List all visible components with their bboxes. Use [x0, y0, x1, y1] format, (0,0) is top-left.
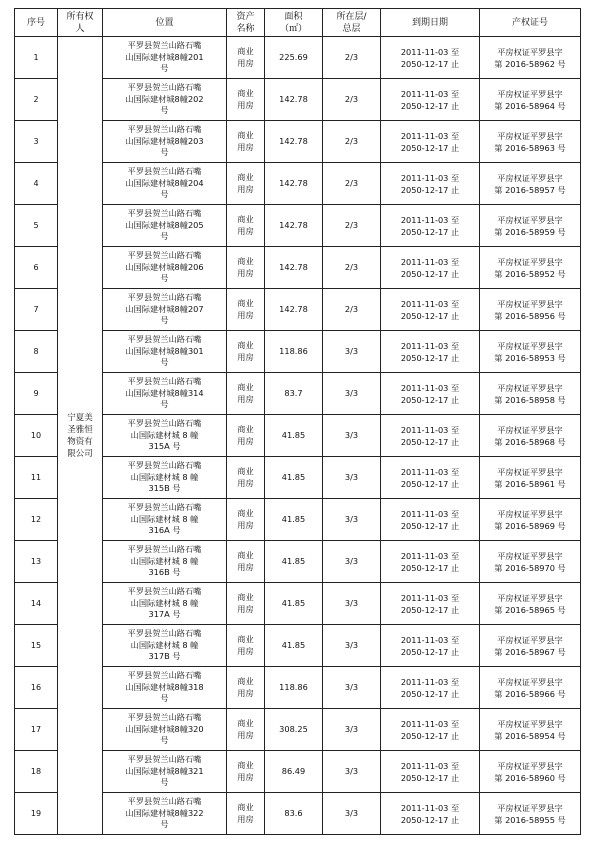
row-index: 11: [15, 457, 58, 499]
cert-number-cell: 平房权证平罗县字 第 2016-58952 号: [480, 247, 581, 289]
floor-cell: 3/3: [323, 541, 381, 583]
location-cell: 平罗县贺兰山路石嘴 山国际建材城8幢207 号: [103, 289, 227, 331]
header-index: 序号: [15, 9, 58, 37]
expiry-cell: 2011-11-03 至 2050-12-17 止: [381, 751, 480, 793]
floor-cell: 2/3: [323, 247, 381, 289]
location-cell: 平罗县贺兰山路石嘴 山国际建材城8幢205 号: [103, 205, 227, 247]
asset-type-cell: 商业 用房: [227, 583, 265, 625]
floor-cell: 3/3: [323, 667, 381, 709]
asset-type-cell: 商业 用房: [227, 289, 265, 331]
cert-number-cell: 平房权证平罗县字 第 2016-58955 号: [480, 793, 581, 835]
location-cell: 平罗县贺兰山路石嘴 山国际建材城 8 幢 316B 号: [103, 541, 227, 583]
cert-number-cell: 平房权证平罗县字 第 2016-58960 号: [480, 751, 581, 793]
asset-type-cell: 商业 用房: [227, 667, 265, 709]
cert-number-cell: 平房权证平罗县字 第 2016-58956 号: [480, 289, 581, 331]
asset-type-cell: 商业 用房: [227, 415, 265, 457]
floor-cell: 3/3: [323, 373, 381, 415]
expiry-cell: 2011-11-03 至 2050-12-17 止: [381, 499, 480, 541]
location-cell: 平罗县贺兰山路石嘴 山国际建材城 8 幢 317B 号: [103, 625, 227, 667]
cert-number-cell: 平房权证平罗县字 第 2016-58959 号: [480, 205, 581, 247]
row-index: 5: [15, 205, 58, 247]
cert-number-cell: 平房权证平罗县字 第 2016-58965 号: [480, 583, 581, 625]
asset-type-cell: 商业 用房: [227, 247, 265, 289]
asset-type-cell: 商业 用房: [227, 457, 265, 499]
asset-type-cell: 商业 用房: [227, 331, 265, 373]
location-cell: 平罗县贺兰山路石嘴 山国际建材城8幢321 号: [103, 751, 227, 793]
location-cell: 平罗县贺兰山路石嘴 山国际建材城8幢204 号: [103, 163, 227, 205]
location-cell: 平罗县贺兰山路石嘴 山国际建材城 8 幢 317A 号: [103, 583, 227, 625]
area-cell: 142.78: [265, 289, 323, 331]
asset-type-cell: 商业 用房: [227, 79, 265, 121]
asset-type-cell: 商业 用房: [227, 37, 265, 79]
floor-cell: 3/3: [323, 709, 381, 751]
area-cell: 142.78: [265, 247, 323, 289]
cert-number-cell: 平房权证平罗县字 第 2016-58963 号: [480, 121, 581, 163]
expiry-cell: 2011-11-03 至 2050-12-17 止: [381, 121, 480, 163]
expiry-cell: 2011-11-03 至 2050-12-17 止: [381, 583, 480, 625]
cert-number-cell: 平房权证平罗县字 第 2016-58954 号: [480, 709, 581, 751]
row-index: 4: [15, 163, 58, 205]
expiry-cell: 2011-11-03 至 2050-12-17 止: [381, 247, 480, 289]
floor-cell: 3/3: [323, 415, 381, 457]
floor-cell: 3/3: [323, 793, 381, 835]
asset-type-cell: 商业 用房: [227, 541, 265, 583]
floor-cell: 3/3: [323, 583, 381, 625]
area-cell: 41.85: [265, 499, 323, 541]
floor-cell: 2/3: [323, 37, 381, 79]
location-cell: 平罗县贺兰山路石嘴 山国际建材城8幢301 号: [103, 331, 227, 373]
header-location: 位置: [103, 9, 227, 37]
asset-type-cell: 商业 用房: [227, 499, 265, 541]
floor-cell: 2/3: [323, 205, 381, 247]
expiry-cell: 2011-11-03 至 2050-12-17 止: [381, 667, 480, 709]
row-index: 10: [15, 415, 58, 457]
row-index: 12: [15, 499, 58, 541]
area-cell: 142.78: [265, 121, 323, 163]
location-cell: 平罗县贺兰山路石嘴 山国际建材城8幢203 号: [103, 121, 227, 163]
location-cell: 平罗县贺兰山路石嘴 山国际建材城 8 幢 315B 号: [103, 457, 227, 499]
expiry-cell: 2011-11-03 至 2050-12-17 止: [381, 205, 480, 247]
expiry-cell: 2011-11-03 至 2050-12-17 止: [381, 541, 480, 583]
expiry-cell: 2011-11-03 至 2050-12-17 止: [381, 37, 480, 79]
cert-number-cell: 平房权证平罗县字 第 2016-58970 号: [480, 541, 581, 583]
area-cell: 41.85: [265, 583, 323, 625]
expiry-cell: 2011-11-03 至 2050-12-17 止: [381, 163, 480, 205]
row-index: 9: [15, 373, 58, 415]
location-cell: 平罗县贺兰山路石嘴 山国际建材城8幢320 号: [103, 709, 227, 751]
area-cell: 118.86: [265, 667, 323, 709]
row-index: 18: [15, 751, 58, 793]
area-cell: 142.78: [265, 79, 323, 121]
area-cell: 41.85: [265, 457, 323, 499]
cert-number-cell: 平房权证平罗县字 第 2016-58958 号: [480, 373, 581, 415]
area-cell: 142.78: [265, 163, 323, 205]
floor-cell: 3/3: [323, 499, 381, 541]
row-index: 16: [15, 667, 58, 709]
row-index: 14: [15, 583, 58, 625]
property-list-document: [14, 8, 580, 835]
table-body: [15, 37, 581, 835]
floor-cell: 2/3: [323, 289, 381, 331]
header-owner: 所有权 人: [58, 9, 103, 37]
floor-cell: 3/3: [323, 331, 381, 373]
asset-type-cell: 商业 用房: [227, 373, 265, 415]
row-index: 19: [15, 793, 58, 835]
row-index: 8: [15, 331, 58, 373]
floor-cell: 3/3: [323, 751, 381, 793]
row-index: 3: [15, 121, 58, 163]
asset-type-cell: 商业 用房: [227, 121, 265, 163]
area-cell: 118.86: [265, 331, 323, 373]
cert-number-cell: 平房权证平罗县字 第 2016-58966 号: [480, 667, 581, 709]
header-expiry: 到期日期: [381, 9, 480, 37]
area-cell: 41.85: [265, 541, 323, 583]
floor-cell: 3/3: [323, 457, 381, 499]
area-cell: 308.25: [265, 709, 323, 751]
asset-type-cell: 商业 用房: [227, 625, 265, 667]
row-index: 17: [15, 709, 58, 751]
table-header-row: [15, 9, 581, 37]
expiry-cell: 2011-11-03 至 2050-12-17 止: [381, 415, 480, 457]
row-index: 6: [15, 247, 58, 289]
location-cell: 平罗县贺兰山路石嘴 山国际建材城8幢318 号: [103, 667, 227, 709]
expiry-cell: 2011-11-03 至 2050-12-17 止: [381, 625, 480, 667]
header-asset-name: 资产 名称: [227, 9, 265, 37]
area-cell: 41.85: [265, 415, 323, 457]
area-cell: 41.85: [265, 625, 323, 667]
cert-number-cell: 平房权证平罗县字 第 2016-58968 号: [480, 415, 581, 457]
cert-number-cell: 平房权证平罗县字 第 2016-58969 号: [480, 499, 581, 541]
header-cert: 产权证号: [480, 9, 581, 37]
table-row: [15, 37, 581, 79]
location-cell: 平罗县贺兰山路石嘴 山国际建材城8幢202 号: [103, 79, 227, 121]
cert-number-cell: 平房权证平罗县字 第 2016-58962 号: [480, 37, 581, 79]
cert-number-cell: 平房权证平罗县字 第 2016-58967 号: [480, 625, 581, 667]
location-cell: 平罗县贺兰山路石嘴 山国际建材城8幢322 号: [103, 793, 227, 835]
asset-type-cell: 商业 用房: [227, 751, 265, 793]
row-index: 7: [15, 289, 58, 331]
area-cell: 83.7: [265, 373, 323, 415]
location-cell: 平罗县贺兰山路石嘴 山国际建材城 8 幢 316A 号: [103, 499, 227, 541]
expiry-cell: 2011-11-03 至 2050-12-17 止: [381, 79, 480, 121]
row-index: 2: [15, 79, 58, 121]
expiry-cell: 2011-11-03 至 2050-12-17 止: [381, 331, 480, 373]
owner-cell: 宁夏美 圣雅恒 物资有 限公司: [58, 37, 103, 835]
expiry-cell: 2011-11-03 至 2050-12-17 止: [381, 289, 480, 331]
header-floor: 所在层/ 总层: [323, 9, 381, 37]
location-cell: 平罗县贺兰山路石嘴 山国际建材城8幢201 号: [103, 37, 227, 79]
property-table: [14, 8, 581, 835]
floor-cell: 2/3: [323, 163, 381, 205]
floor-cell: 2/3: [323, 79, 381, 121]
row-index: 13: [15, 541, 58, 583]
area-cell: 86.49: [265, 751, 323, 793]
floor-cell: 3/3: [323, 625, 381, 667]
asset-type-cell: 商业 用房: [227, 205, 265, 247]
location-cell: 平罗县贺兰山路石嘴 山国际建材城8幢206 号: [103, 247, 227, 289]
header-area: 面积 （㎡）: [265, 9, 323, 37]
asset-type-cell: 商业 用房: [227, 709, 265, 751]
floor-cell: 2/3: [323, 121, 381, 163]
expiry-cell: 2011-11-03 至 2050-12-17 止: [381, 373, 480, 415]
row-index: 1: [15, 37, 58, 79]
expiry-cell: 2011-11-03 至 2050-12-17 止: [381, 457, 480, 499]
area-cell: 142.78: [265, 205, 323, 247]
asset-type-cell: 商业 用房: [227, 163, 265, 205]
cert-number-cell: 平房权证平罗县字 第 2016-58957 号: [480, 163, 581, 205]
area-cell: 83.6: [265, 793, 323, 835]
cert-number-cell: 平房权证平罗县字 第 2016-58961 号: [480, 457, 581, 499]
row-index: 15: [15, 625, 58, 667]
cert-number-cell: 平房权证平罗县字 第 2016-58953 号: [480, 331, 581, 373]
expiry-cell: 2011-11-03 至 2050-12-17 止: [381, 793, 480, 835]
location-cell: 平罗县贺兰山路石嘴 山国际建材城8幢314 号: [103, 373, 227, 415]
cert-number-cell: 平房权证平罗县字 第 2016-58964 号: [480, 79, 581, 121]
area-cell: 225.69: [265, 37, 323, 79]
asset-type-cell: 商业 用房: [227, 793, 265, 835]
expiry-cell: 2011-11-03 至 2050-12-17 止: [381, 709, 480, 751]
location-cell: 平罗县贺兰山路石嘴 山国际建材城 8 幢 315A 号: [103, 415, 227, 457]
